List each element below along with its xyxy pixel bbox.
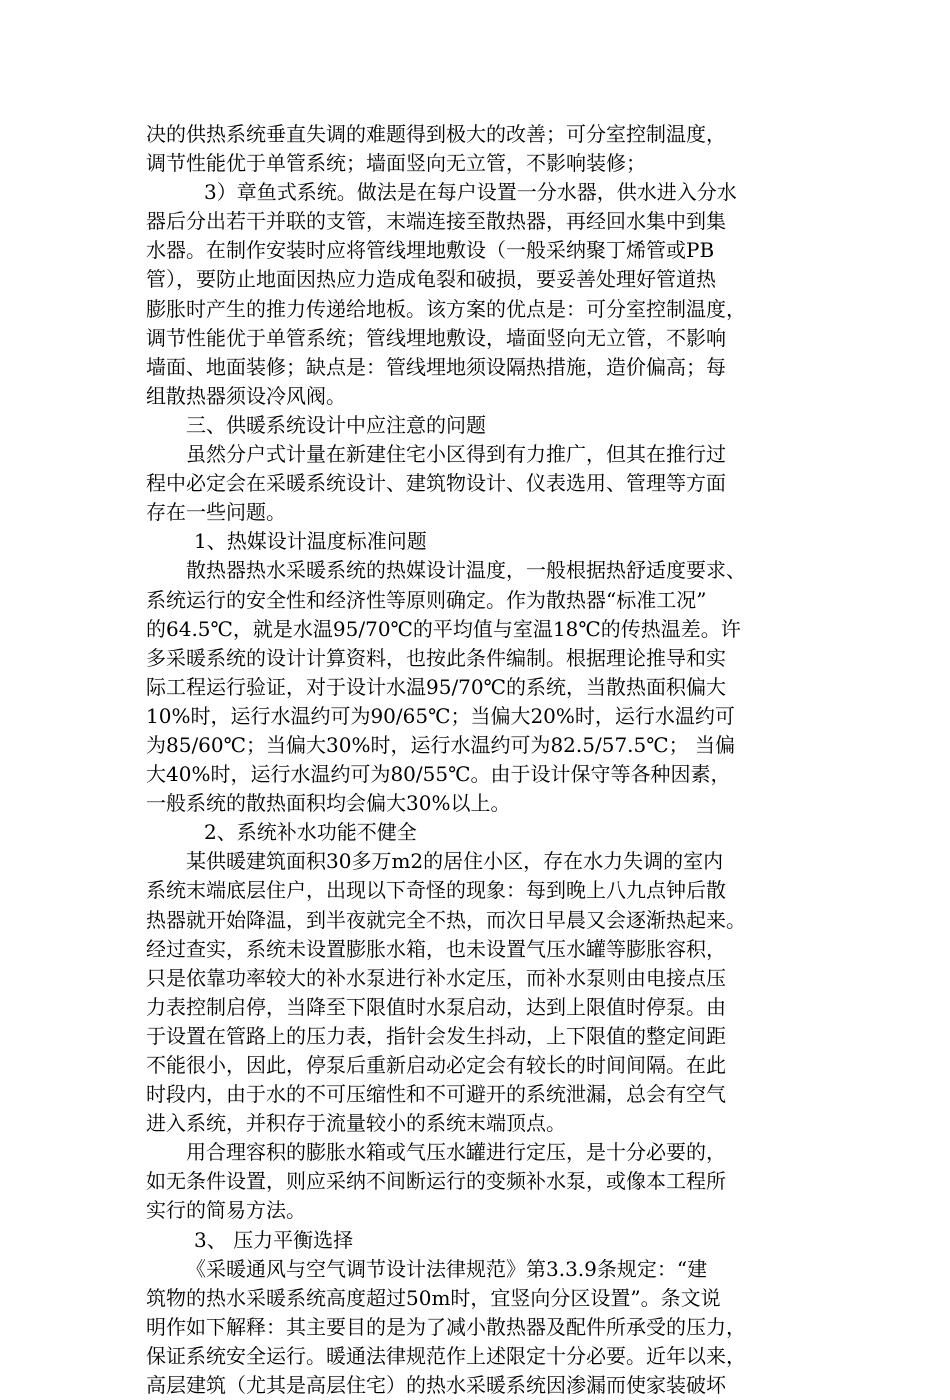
text-line: 大40%时，运行水温约可为80/55℃。由于设计保守等各种因素，: [146, 762, 731, 787]
text-line: 经过查实，系统未设置膨胀水箱，也未设置气压水罐等膨胀容积，: [146, 936, 726, 961]
text-line: 调节性能优于单管系统；墙面竖向无立管，不影响装修；: [146, 151, 646, 176]
text-line: 《采暖通风与空气调节设计法律规范》第3.3.9条规定：“建: [186, 1256, 708, 1281]
text-line: 系统末端底层住户，出现以下奇怪的现象：每到晚上八九点钟后散: [146, 878, 726, 903]
text-line: 热器就开始降温，到半夜就完全不热，而次日早晨又会逐渐热起来。: [146, 907, 746, 932]
text-line: 组散热器须设冷风阀。: [146, 383, 346, 408]
text-line: 某供暖建筑面积30多万m2的居住小区，存在水力失调的室内: [186, 849, 724, 874]
text-line: 为85/60℃；当偏大30%时，运行水温约可为82.5/57.5℃； 当偏: [146, 732, 735, 757]
text-line: 散热器热水采暖系统的热媒设计温度，一般根据热舒适度要求、: [186, 558, 746, 583]
text-line: 管），要防止地面因热应力造成龟裂和破损，要妥善处理好管道热: [146, 267, 716, 292]
text-line: 3）章鱼式系统。做法是在每户设置一分水器，供水进入分水: [204, 180, 737, 205]
text-line: 时段内，由于水的不可压缩性和不可避开的系统泄漏，总会有空气: [146, 1082, 726, 1107]
text-line: 系统运行的安全性和经济性等原则确定。作为散热器“标准工况”: [146, 587, 707, 612]
text-line: 的64.5℃，就是水温95/70℃的平均值与室温18℃的传热温差。许: [146, 616, 741, 641]
text-line: 用合理容积的膨胀水箱或气压水罐进行定压，是十分必要的，: [186, 1140, 726, 1165]
document-body: [146, 120, 816, 1400]
text-line: 力表控制启停，当降至下限值时水泵启动，达到上限值时停泵。由: [146, 994, 726, 1019]
section-heading: 三、供暖系统设计中应注意的问题: [186, 412, 486, 437]
text-line: 程中必定会在采暖系统设计、建筑物设计、仪表选用、管理等方面: [146, 471, 726, 496]
subsection-heading: 3、 压力平衡选择: [194, 1227, 354, 1252]
text-line: 实行的简易方法。: [146, 1198, 306, 1223]
subsection-heading: 1、热媒设计温度标准问题: [194, 529, 427, 554]
text-line: 一般系统的散热面积均会偏大30%以上。: [146, 791, 511, 816]
text-line: 高层建筑（尤其是高层住宅）的热水采暖系统因渗漏而使家装破坏: [146, 1373, 726, 1398]
text-line: 如无条件设置，则应采纳不间断运行的变频补水泵，或像本工程所: [146, 1169, 726, 1194]
text-line: 调节性能优于单管系统；管线埋地敷设，墙面竖向无立管，不影响: [146, 325, 726, 350]
text-line: 进入系统，并积存于流量较小的系统末端顶点。: [146, 1111, 566, 1136]
text-line: 不能很小，因此，停泵后重新启动必定会有较长的时间间隔。在此: [146, 1053, 726, 1077]
text-line: 保证系统安全运行。暖通法律规范作上述限定十分必要。近年以来，: [146, 1343, 746, 1368]
text-line: 于设置在管路上的压力表，指针会发生抖动，上下限值的整定间距: [146, 1023, 726, 1048]
text-line: 墙面、地面装修；缺点是：管线埋地须设隔热措施，造价偏高；每: [146, 354, 726, 379]
text-line: 水器。在制作安装时应将管线埋地敷设（一般采纳聚丁烯管或PB: [146, 238, 715, 263]
text-line: 虽然分户式计量在新建住宅小区得到有力推广，但其在推行过: [186, 442, 726, 467]
text-line: 10%时，运行水温约可为90/65℃；当偏大20%时，运行水温约可: [146, 703, 735, 728]
text-line: 多采暖系统的设计计算资料，也按此条件编制。根据理论推导和实: [146, 645, 726, 670]
text-line: 决的供热系统垂直失调的难题得到极大的改善；可分室控制温度，: [146, 122, 726, 146]
text-line: 器后分出若干并联的支管，末端连接至散热器，再经回水集中到集: [146, 209, 726, 234]
text-line: 只是依靠功率较大的补水泵进行补水定压，而补水泵则由电接点压: [146, 965, 726, 990]
text-line: 明作如下解释：其主要目的是为了减小散热器及配件所承受的压力，: [146, 1314, 746, 1339]
text-line: 筑物的热水采暖系统高度超过50m时，宜竖向分区设置”。条文说: [146, 1285, 721, 1310]
text-line: 际工程运行验证，对于设计水温95/70℃的系统，当散热面积偏大: [146, 674, 727, 699]
subsection-heading: 2、系统补水功能不健全: [204, 820, 417, 845]
text-line: 膨胀时产生的推力传递给地板。该方案的优点是：可分室控制温度，: [146, 296, 746, 321]
text-line: 存在一些问题。: [146, 500, 286, 525]
